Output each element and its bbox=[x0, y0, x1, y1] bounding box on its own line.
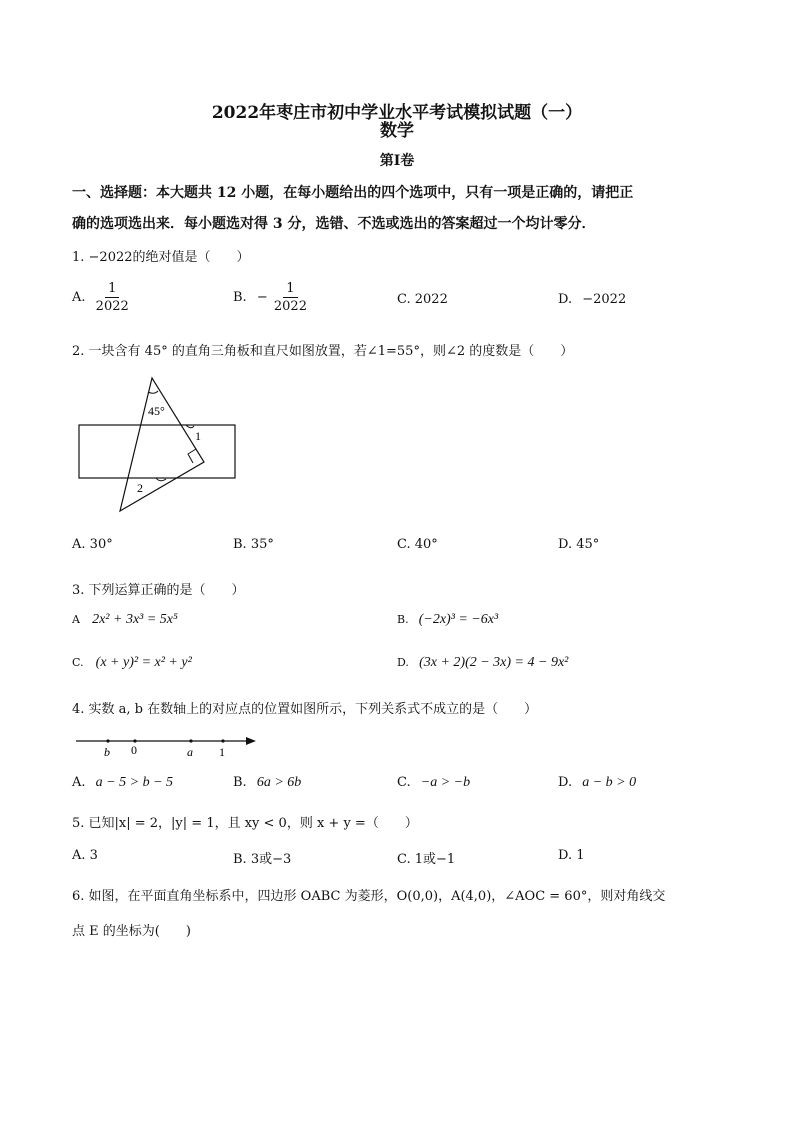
fraction-denominator: 2022 bbox=[273, 299, 307, 314]
label-a: a bbox=[187, 745, 193, 759]
option-text: 30° bbox=[89, 537, 113, 552]
option-label: D. bbox=[397, 656, 409, 669]
angle-45-arc bbox=[148, 391, 158, 393]
option-label: D. bbox=[558, 292, 573, 307]
question-6-stem-line1: 6. 如图，在平面直角坐标系中，四边形 OABC 为菱形，O(0,0)，A(4,0)，∠AOC = 60°，则对角线交 bbox=[72, 889, 666, 904]
question-4-option-d bbox=[558, 775, 636, 791]
option-text: 45° bbox=[576, 537, 600, 552]
option-label: A. bbox=[72, 775, 86, 790]
option-text: −a > −b bbox=[420, 775, 471, 790]
question-5-option-d bbox=[558, 848, 585, 863]
question-4-stem: 4. 实数 a, b 在数轴上的对应点的位置如图所示，下列关系式不成立的是（ ） bbox=[72, 702, 538, 717]
option-text: 6a > 6b bbox=[256, 775, 302, 790]
question-3-option-a bbox=[72, 612, 178, 628]
angle-1-label: 1 bbox=[195, 429, 201, 443]
question-3-option-d bbox=[397, 655, 568, 671]
question-5-option-b bbox=[233, 848, 291, 867]
option-label: A. bbox=[72, 848, 86, 863]
option-text: (−2x)³ = −6x³ bbox=[418, 612, 499, 627]
number-line-arrow bbox=[246, 737, 256, 745]
question-2-option-d bbox=[558, 537, 599, 552]
option-label: A. bbox=[72, 537, 86, 552]
question-3-option-b bbox=[397, 612, 498, 628]
option-label: D. bbox=[558, 537, 573, 552]
option-text: 3或−3 bbox=[250, 852, 292, 867]
option-text: 1 bbox=[576, 848, 585, 863]
question-5-option-a bbox=[72, 848, 98, 863]
option-label: A bbox=[72, 613, 80, 626]
fraction bbox=[274, 281, 307, 314]
option-label: C. bbox=[397, 775, 411, 790]
angle-2-label: 2 bbox=[137, 481, 143, 495]
option-label: B. bbox=[233, 775, 247, 790]
option-text: (x + y)² = x² + y² bbox=[95, 655, 192, 670]
option-text: 2x² + 3x³ = 5x⁵ bbox=[92, 612, 178, 627]
option-label: C. bbox=[72, 656, 84, 669]
fraction-denominator: 2022 bbox=[95, 299, 129, 314]
question-4-option-b bbox=[233, 775, 301, 791]
option-label: C. bbox=[397, 292, 411, 307]
subject-heading: 数学 bbox=[380, 121, 414, 141]
option-label: B. bbox=[233, 537, 247, 552]
volume-heading: 第Ⅰ卷 bbox=[379, 153, 415, 169]
point-b bbox=[106, 739, 109, 742]
question-4-option-c bbox=[397, 775, 470, 791]
option-text: 1或−1 bbox=[414, 852, 456, 867]
question-1-option-b bbox=[233, 281, 307, 314]
question-2-stem: 2. 一块含有 45° 的直角三角板和直尺如图放置，若∠1=55°，则∠2 的度数是（ ） bbox=[72, 344, 574, 359]
question-1-option-a bbox=[72, 281, 129, 314]
right-angle-mark bbox=[188, 449, 196, 463]
question-1-option-d bbox=[558, 292, 626, 307]
question-5-option-c bbox=[397, 848, 455, 867]
question-3-stem: 3. 下列运算正确的是（ ） bbox=[72, 583, 245, 598]
page-title: 2022年枣庄市初中学业水平考试模拟试题（一） bbox=[211, 103, 583, 123]
question-2-option-a bbox=[72, 537, 113, 552]
question-6-stem-line2: 点 E 的坐标为( ) bbox=[72, 924, 191, 939]
label-zero: 0 bbox=[131, 743, 137, 757]
option-label: C. bbox=[397, 852, 411, 867]
question-2-option-c bbox=[397, 537, 438, 552]
option-label: A. bbox=[72, 290, 86, 305]
option-label: C. bbox=[397, 537, 411, 552]
triangle-outline bbox=[120, 378, 204, 511]
option-label: B. bbox=[397, 613, 409, 626]
ruler-triangle-figure bbox=[70, 370, 250, 520]
option-text: (3x + 2)(2 − 3x) = 4 − 9x² bbox=[419, 655, 569, 670]
option-text: a − b > 0 bbox=[582, 775, 637, 790]
option-label: D. bbox=[558, 775, 573, 790]
label-one: 1 bbox=[219, 745, 225, 759]
sign: − bbox=[256, 290, 268, 305]
question-1-option-c bbox=[397, 292, 448, 307]
option-text: a − 5 > b − 5 bbox=[95, 775, 174, 790]
fraction-numerator: 1 bbox=[283, 281, 297, 298]
fraction-numerator: 1 bbox=[105, 281, 119, 298]
option-text: 2022 bbox=[414, 292, 448, 307]
point-one bbox=[221, 739, 224, 742]
question-3-option-c bbox=[72, 655, 192, 671]
number-line-figure bbox=[72, 730, 262, 760]
option-text: −2022 bbox=[582, 292, 627, 307]
option-label: B. bbox=[233, 852, 247, 867]
label-b: b bbox=[104, 745, 110, 759]
fraction bbox=[96, 281, 129, 314]
section-instructions-line2: 确的选项选出来．每小题选对得 3 分，选错、不选或选出的答案超过一个均计零分． bbox=[72, 216, 596, 232]
question-4-option-a bbox=[72, 775, 173, 791]
question-2-option-b bbox=[233, 537, 274, 552]
ruler-rect bbox=[79, 425, 235, 478]
angle-45-label: 45° bbox=[148, 404, 165, 418]
point-a bbox=[189, 739, 192, 742]
option-text: 40° bbox=[414, 537, 438, 552]
option-label: D. bbox=[558, 848, 573, 863]
option-text: 35° bbox=[250, 537, 274, 552]
question-1-stem: 1. −2022的绝对值是（ ） bbox=[72, 250, 250, 265]
option-text: 3 bbox=[89, 848, 98, 863]
question-5-stem: 5. 已知|x| = 2，|y| = 1，且 xy < 0，则 x + y =（ ） bbox=[72, 816, 418, 831]
section-instructions-line1: 一、选择题：本大题共 12 小题，在每小题给出的四个选项中，只有一项是正确的，请把正 bbox=[72, 185, 634, 201]
option-label: B. bbox=[233, 290, 247, 305]
